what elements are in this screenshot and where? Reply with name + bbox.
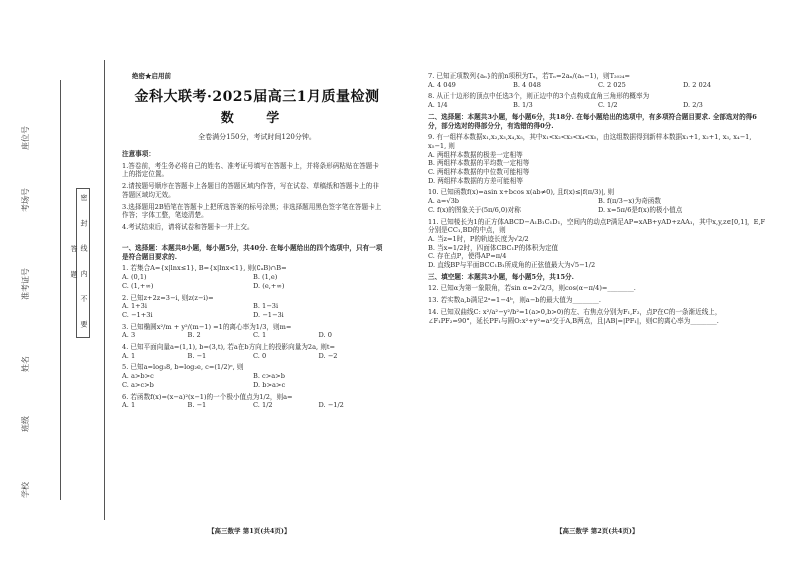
field-label: 考场号 xyxy=(21,188,30,212)
option: B. 当x=1/2时，四面体CBC₁P的体积为定值 xyxy=(428,243,559,252)
option: D. −2 xyxy=(318,351,338,360)
option: C. 1 xyxy=(253,331,267,340)
option: A. 1+3i xyxy=(122,302,147,311)
seal-line xyxy=(104,60,105,520)
notice-title: 注意事项： xyxy=(122,150,155,158)
option: B. f(π/3−x)为奇函数 xyxy=(598,197,661,206)
question-stem: 7. 已知正项数列{aₙ}的前n项积为Tₙ，若Tₙ=2aₙ/(aₙ−1)，则T₂₀₂₄= xyxy=(428,72,631,80)
option: C. (1,+∞) xyxy=(122,281,154,290)
option: A. 当z=1时，P的轨迹长度为√2/2 xyxy=(428,234,529,243)
option: C. 2 025 xyxy=(598,80,626,89)
question-stem: 10. 已知函数f(x)=asin x+bcos x(ab≠0), 且f(x)≤|f(π/3)|, 则 xyxy=(428,188,615,197)
section-1 xyxy=(122,244,384,413)
option: A. 1 xyxy=(122,401,136,410)
secret-mark: 绝密★启用前 xyxy=(132,72,171,80)
exam-meta: 全卷满分150分，考试时间120分钟。 xyxy=(198,133,316,141)
right-column xyxy=(428,72,768,328)
option: C. a>c>b xyxy=(122,380,154,389)
option: D. −1/2 xyxy=(318,401,344,410)
section-title: 一、选择题：本题共8小题，每小题5分，共40分. 在每小题给出的四个选项中，只有一项是符合题目要求的. xyxy=(122,244,383,261)
option: C. 1/2 xyxy=(253,401,273,410)
question-stem: 11. 已知棱长为1的正方体ABCD−A₁B₁C₁D₁，空间内的动点P满足AP=xAB+yAD+zAA₁，其中x,y,z∈[0,1]，E,F分别是CC₁,BD的中点，则 xyxy=(428,217,766,235)
exam-subject: 数 学 xyxy=(220,111,294,126)
question-stem: 12. 已知α为第一象限角，若sin α=2√2/3，则cos(α−π/4)=________. xyxy=(428,284,636,293)
field-label: 座位号 xyxy=(21,126,30,150)
question-stem: 8. 从正十边形的顶点中任选3个，则正边中的3个点构成直角三角形的概率为 xyxy=(428,92,650,101)
seal-notice: 密 封 线 内 不 要 答 题 xyxy=(76,188,90,338)
field-label: 准考证号 xyxy=(21,268,30,300)
option: B. 1−3i xyxy=(253,302,279,311)
notice-block xyxy=(122,150,384,235)
option: D. (e,+∞) xyxy=(253,281,285,290)
option: A. 两组样本数据的极差一定相等 xyxy=(428,150,523,159)
section-title: 三、填空题：本题共3小题，每小题5分，共15分. xyxy=(428,272,574,281)
question xyxy=(428,72,768,89)
question-stem: 6. 若函数f(x)=(x−a)²(x−1)的一个极小值点为1/2，则a= xyxy=(122,392,293,401)
binding-line xyxy=(60,80,61,500)
page-footer-left: 【高三数学 第1页(共4页)】 xyxy=(208,527,291,535)
question xyxy=(428,133,768,185)
question-stem: 1. 若集合A={x|lnx≤1}, B={x|lnx<1}, 则(∁ₐB)∩B= xyxy=(122,264,287,273)
option: B. c>a>b xyxy=(253,372,285,381)
question-stem: 14. 已知双曲线C: x²/a²−y²/b²=1(a>0,b>0)的左、右焦点分别为F₁,F₂，点P在C的一条渐近线上，∠F₁PF₂=90°，延长PF₁与圆O:x²+y²=a²交于A,B两点，且|AB|=|PF₁|，则C的离心率为________. xyxy=(428,307,722,325)
option: D. 0 xyxy=(318,331,332,340)
notice-item: 3.选择题用2B铅笔在答题卡上把所选答案的标号涂黑；非选择题用黑色签字笔在答题卡上作答；字体工整，笔迹清楚。 xyxy=(122,202,382,220)
option: C. 0 xyxy=(253,351,267,360)
option: B. 2 xyxy=(187,331,201,340)
question xyxy=(428,92,768,109)
question xyxy=(122,323,384,340)
question-stem: 4. 已知平面向量a=(1,1), b=(3,t), 若a在b方向上的投影向量为2a, 则t= xyxy=(122,343,336,352)
option: D. b>a>c xyxy=(253,380,286,389)
option: B. −1 xyxy=(187,351,207,360)
field-label: 姓名 xyxy=(21,356,30,372)
option: C. f(x)的图象关于(5π/6,0)对称 xyxy=(428,205,521,214)
question-stem: 3. 已知椭圆x²/m + y²/(m−1) =1的离心率为1/3，则m= xyxy=(122,322,292,331)
binding-strip xyxy=(0,0,118,562)
question xyxy=(122,343,384,360)
option: B. (1,e) xyxy=(253,273,278,282)
option: A. a>b>c xyxy=(122,372,154,381)
exam-title: 金科大联考·2025届高三1月质量检测 xyxy=(134,89,380,105)
notice-item: 4.考试结束后，请将试卷和答题卡一并上交。 xyxy=(122,222,254,231)
option: D. −1−3i xyxy=(253,310,284,319)
option: A. 4 049 xyxy=(428,80,456,89)
question-stem: 2. 已知z+2z=3−i, 则z(z−i)= xyxy=(122,293,214,302)
option: A. 1 xyxy=(122,351,136,360)
option: B. 两组样本数据的平均数一定相等 xyxy=(428,159,530,168)
option: A. a=√3b xyxy=(428,197,460,206)
option: A. (0,1) xyxy=(122,273,147,282)
option: B. −1 xyxy=(187,401,207,410)
option: D. 2/3 xyxy=(683,101,703,110)
question xyxy=(428,188,768,214)
question xyxy=(122,363,384,389)
option: A. 3 xyxy=(122,331,136,340)
question-stem: 13. 若实数a,b满足2ᵃ=1−4ᵇ，则a−b的最大值为________. xyxy=(428,296,601,305)
notice-item: 1.答卷前，考生务必将自己的姓名、准考证号填写在答题卡上，并将条形码粘贴在答题卡上的指定位置。 xyxy=(122,161,379,179)
question-stem: 9. 有一组样本数据x₁,x₂,x₃,x₄,x₅，其中x₁<x₂<x₃<x₄<x₅，由这组数据得到新样本数据x₁+1, x₂+1, x₃, x₄−1, x₅−1, 则 xyxy=(428,133,752,150)
question xyxy=(122,294,384,320)
question xyxy=(428,218,768,270)
option: C. 两组样本数据的中位数可能相等 xyxy=(428,168,530,177)
option: B. 4 048 xyxy=(513,80,541,89)
field-label: 班级 xyxy=(21,416,30,432)
option: B. 1/3 xyxy=(513,101,533,110)
option: C. 存在点P，使得AP=π/4 xyxy=(428,252,507,261)
option: C. 1/2 xyxy=(598,101,618,110)
section-title: 二、选择题：本题共3小题，每小题6分，共18分. 在每小题给出的选项中，有多项符合题目要求. 全部选对的得6分，部分选对的得部分分，有选错的得0分. xyxy=(428,112,757,130)
question xyxy=(122,264,384,290)
option: D. 两组样本数据的方差可能相等 xyxy=(428,176,523,185)
option: D. 2 024 xyxy=(683,80,712,89)
question-stem: 5. 已知a=log₃8, b=log₂e, c=(1/2)ᵉ, 则 xyxy=(122,363,244,372)
page-footer-right: 【高三数学 第2页(共4页)】 xyxy=(556,527,639,535)
notice-item: 2.请按题号顺序在答题卡上各题目的答题区域内作答，写在试卷、草稿纸和答题卡上的非答题区域均无效。 xyxy=(122,182,379,199)
field-label: 学校 xyxy=(21,482,30,498)
option: C. −1+3i xyxy=(122,310,153,319)
option: D. 直线BP与平面BCC₁B₁所成角的正弦值最大为√5−1/2 xyxy=(428,261,596,270)
option: A. 1/4 xyxy=(428,101,448,110)
option: D. x=5π/6是f(x)的极小值点 xyxy=(598,205,683,214)
question xyxy=(122,393,384,410)
